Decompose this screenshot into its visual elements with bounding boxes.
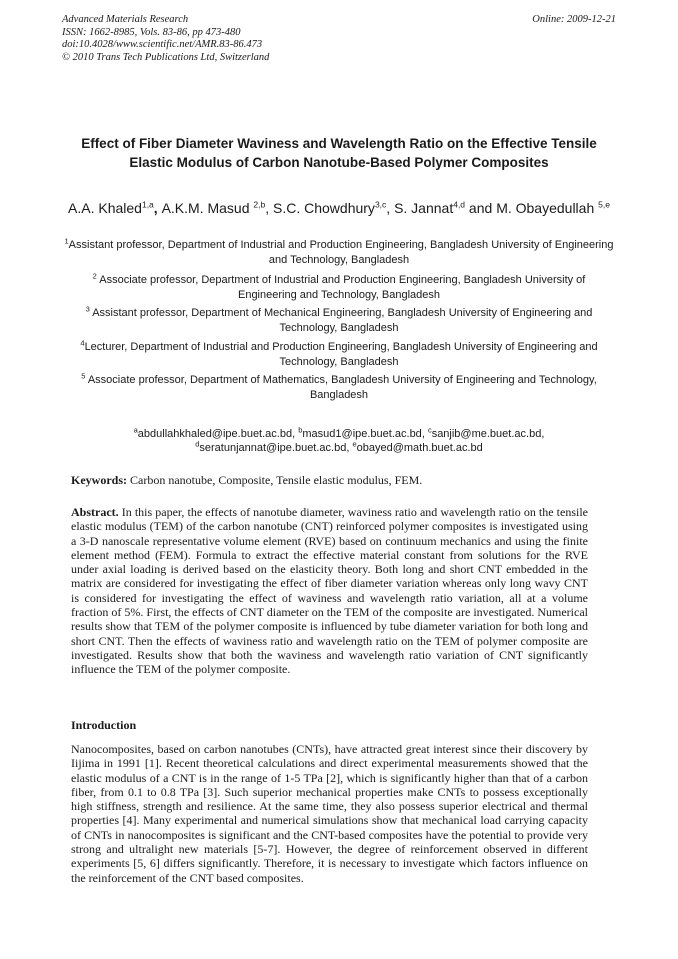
author-emails: $^a$abdullahkhaled@ipe.buet.ac.bd, $^b$masud1@ipe.buet.ac.bd, $^c$sanjib@me.buet.ac.bd, $^d$seratunjannat@ipe.buet.ac.bd, $^e$obayed@math.buet.ac.bd	[133, 425, 545, 454]
affiliation-number: 1	[64, 236, 69, 246]
online-date: Online: 2009-12-21	[532, 14, 616, 25]
affiliation-3	[62, 306, 616, 335]
email-address: seratunjannat@ipe.buet.ac.bd	[199, 442, 347, 454]
abstract	[71, 505, 588, 677]
author-affil-mark: 2,b	[253, 199, 266, 210]
author-name: A.K.M. Masud	[161, 200, 254, 216]
affiliation-text: Assistant professor, Department of Mechanical Engineering, Bangladesh University of Engineering and Technology, Bangladesh	[89, 307, 593, 334]
author-affil-mark: 3,c	[374, 199, 387, 210]
email-address: obayed@math.buet.ac.bd	[356, 442, 483, 454]
issn-line: ISSN: 1662-8985, Vols. 83-86, pp 473-480	[62, 26, 241, 38]
affiliation-5	[62, 373, 616, 402]
journal-name: Advanced Materials Research	[62, 14, 189, 25]
email-address: masud1@ipe.buet.ac.bd	[302, 428, 422, 440]
journal-header	[62, 14, 616, 64]
affiliation-2	[62, 273, 616, 302]
affiliation-1	[62, 238, 616, 267]
affiliation-number: 2	[92, 271, 97, 281]
affiliation-number: 5	[81, 371, 86, 381]
author-name: M. Obayedullah	[496, 200, 599, 216]
keywords	[71, 473, 588, 487]
introduction-text: Nanocomposites, based on carbon nanotubes (CNTs), have attracted great interest since their discovery by Iijima in 1991 [1]. Recent theoretical calculations and direct experimental measurements showed that the elastic modulus of a CNT is in the range of 1-5 TPa [2], which is significantly higher than that of a carbon fiber, from 0.1 to 0.8 TPa [3]. Such superior mechanical properties make CNTs to possess exceptionally high stiffness, strength and resilience. At the same time, they also possess superior electrical and thermal properties [4]. Many experimental and numerical simulations show that mechanical load carrying capacity of CNTs in nanocomposites is significant and the CNT-based composites have the potential to provide very strong and ultralight new materials [5-7]. However, the degree of reinforcement observed in different experiments [5, 6] differs significantly. Therefore, it is necessary to investigate which factors influence on the reinforcement of the CNT based composites.	[71, 742, 588, 885]
email-mark: a	[133, 425, 138, 435]
keywords-label: Keywords:	[71, 473, 127, 487]
author-name: A.A. Khaled	[68, 200, 142, 216]
email-address: abdullahkhaled@ipe.buet.ac.bd	[137, 428, 293, 440]
affiliation-number: 3	[85, 304, 90, 314]
affiliation-number: 4	[80, 338, 85, 348]
email-mark: c	[427, 425, 432, 435]
introduction-heading: Introduction	[71, 718, 137, 732]
author-name: S.C. Chowdhury	[273, 200, 375, 216]
abstract-label: Abstract.	[71, 505, 119, 519]
affiliation-text: Associate professor, Department of Industrial and Production Engineering, Bangladesh University of Engineering and Technology, Bangladesh	[96, 274, 586, 301]
affiliation-4	[62, 340, 616, 369]
email-mark: b	[298, 425, 303, 435]
email-mark: d	[195, 439, 200, 449]
keywords-text: Carbon nanotube, Composite, Tensile elastic modulus, FEM.	[127, 473, 423, 487]
author-affil-mark: 1,a	[141, 199, 154, 210]
affiliation-text: Associate professor, Department of Mathematics, Bangladesh University of Engineering and Technology, Bangladesh	[85, 374, 597, 401]
paper-title: Effect of Fiber Diameter Waviness and Wavelength Ratio on the Effective Tensile Elastic Modulus of Carbon Nanotube-Based Polymer Composites	[81, 136, 597, 170]
email-mark: e	[352, 439, 357, 449]
author-list: A.A. Khaled$^{1,a}$, A.K.M. Masud $^{2,b}$, S.C. Chowdhury$^{3,c}$, S. Jannat$^{4,d}$ and M. Obayedullah $^{5,e}$	[68, 199, 610, 216]
author-affil-mark: 5,e	[598, 199, 610, 210]
email-address: sanjib@me.buet.ac.bd	[431, 428, 542, 440]
author-affil-mark: 4,d	[453, 199, 466, 210]
author-name: S. Jannat	[394, 200, 454, 216]
doi-line: doi:10.4028/www.scientific.net/AMR.83-86.473	[62, 39, 263, 50]
abstract-text: In this paper, the effects of nanotube diameter, waviness ratio and wavelength ratio on the tensile elastic modulus (TEM) of the carbon nanotube (CNT) reinforced polymer composites is investigated using a 3-D nanoscale representative volume element (RVE) based on continuum mechanics and using the finite element method (FEM). Formula to extract the effective material constant from solutions for the RVE under axial loading is derived based on the elasticity theory. Both long and short CNT embedded in the matrix are considered for investigating the effect of fiber diameter variation whereas only long wavy CNT is considered for investigating the effect of waviness and wavelength ratio variation, all at a volume fraction of 5%. First, the effects of CNT diameter on the TEM of the composite are investigated. Numerical results show that TEM of the polymer composite is influenced by tube diameter variation for both long and short CNT. Then the effects of waviness ratio and wavelength ratio on the TEM of polymer composite are investigated. Results show that both the waviness and wavelength ratio variation of CNT significantly influence the TEM of the polymer composite.	[71, 505, 588, 677]
copyright-line: © 2010 Trans Tech Publications Ltd, Switzerland	[62, 51, 270, 63]
affiliation-text: Lecturer, Department of Industrial and Production Engineering, Bangladesh University of Engineering and Technology, Bangladesh	[84, 341, 598, 368]
affiliation-text: Assistant professor, Department of Industrial and Production Engineering, Bangladesh University of Engineering and Technology, Bangladesh	[68, 239, 614, 266]
